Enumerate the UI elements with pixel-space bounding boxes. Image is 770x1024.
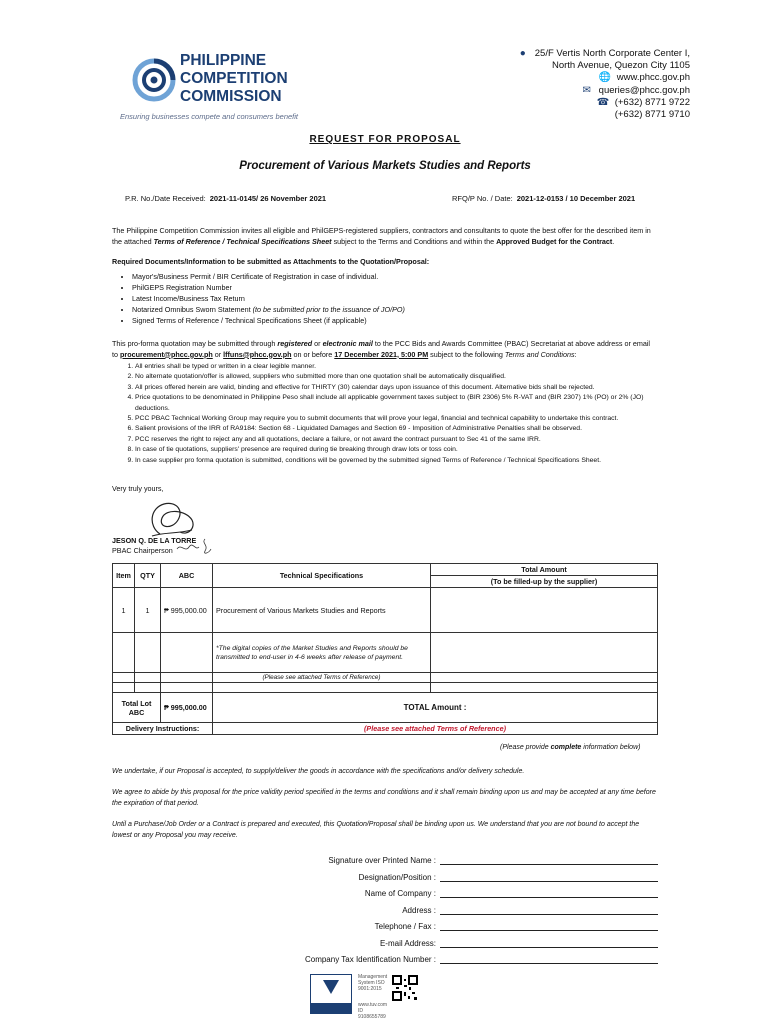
- address-row-2: [490, 60, 690, 72]
- cell-empty: [161, 633, 213, 673]
- address-line-2: North Avenue, Quezon City 1105: [551, 60, 690, 72]
- contact-block: [490, 48, 690, 121]
- intro-text-a: The Philippine Competition Commission invites all eligible and PhilGEPS-registered suppliers, contractors and consultants to quote the best offer for the described item in the attached: [112, 226, 651, 246]
- cell-spec: Procurement of Various Markets Studies and Reports: [213, 588, 431, 633]
- cell-total-input[interactable]: [431, 588, 658, 633]
- cell-empty: [135, 633, 161, 673]
- pr-number: [125, 194, 326, 203]
- list-item: [132, 316, 652, 327]
- organization-name: [180, 52, 288, 106]
- list-item: 8. In case of tie quotations, suppliers' presence are required during tie breaking through draw lots or toss coin.: [135, 445, 665, 455]
- cell-note: *The digital copies of the Market Studies and Reports should be transmitted to end-user in 4-6 weeks after release of payment.: [213, 633, 431, 673]
- rfq-label: RFQ/P No. / Date:: [452, 194, 513, 203]
- email-field[interactable]: [258, 937, 658, 948]
- delivery-label: Delivery Instructions:: [113, 723, 213, 735]
- cell-empty[interactable]: [431, 683, 658, 693]
- header-total-sub: (To be filled-up by the supplier): [431, 576, 658, 588]
- initials-icon: [175, 535, 215, 557]
- submission-text-g: on or before: [291, 349, 335, 359]
- cell-empty[interactable]: [431, 673, 658, 683]
- phone-1: (+632) 8771 9722: [614, 96, 690, 108]
- email-row[interactable]: [490, 85, 690, 97]
- designation-input[interactable]: [440, 871, 658, 882]
- document-title: REQUEST FOR PROPOSAL: [309, 134, 461, 145]
- cell-empty: [161, 673, 213, 683]
- header-total: Total Amount: [431, 564, 658, 576]
- procurement-email-link[interactable]: procurement@phcc.gov.ph: [120, 349, 213, 359]
- procurement-subject: Procurement of Various Markets Studies and Reports: [239, 160, 531, 172]
- phone-2: (+632) 8771 9710: [614, 109, 690, 121]
- location-pin-icon: ●: [519, 48, 526, 59]
- phone-icon: ☎: [596, 96, 610, 108]
- submission-text-e: to the PCC Bids and Awards Committee (PBAC) Secretariat at above address or email to: [112, 339, 651, 359]
- list-item: 2. No alternate quotation/offer is allowed, suppliers who submitted more than one quotation shall be automatically disqualified.: [135, 372, 665, 382]
- field-label: Name of Company :: [364, 889, 436, 898]
- requirements-list: [120, 272, 652, 327]
- header-abc: ABC: [161, 564, 213, 588]
- list-item: 6. Salient provisions of the IRR of RA9184: Section 68 - Liquidated Damages and Section 69 - Imposition of Administrative Penalties shall be observed.: [135, 424, 665, 434]
- cell-abc: ₱ 995,000.00: [161, 588, 213, 633]
- rfq-number: [452, 194, 635, 203]
- cell-empty: [113, 683, 135, 693]
- list-item: [132, 305, 652, 316]
- field-label: Signature over Printed Name :: [328, 856, 436, 865]
- table-row: [113, 673, 658, 683]
- cell-empty: [161, 683, 213, 693]
- undertaking-1: We undertake, if our Proposal is accepted, to supply/deliver the goods in accordance with the specifications and/or delivery schedule.: [112, 768, 525, 775]
- certification-text: Management System ISO 9001:2015: [358, 974, 388, 992]
- signature-input[interactable]: [440, 854, 658, 865]
- intro-abc-emph: Approved Budget for the Contract: [496, 236, 613, 246]
- list-item: 9. In case supplier pro forma quotation is submitted, conditions will be governed by the submitted signed Terms of Reference / Technical Specifications Sheet.: [135, 456, 665, 466]
- qr-caption: www.tuv.com ID 9108655789: [358, 1002, 388, 1020]
- total-lot-row: [113, 693, 658, 723]
- cell-see-tor: (Please see attached Terms of Reference): [213, 673, 431, 683]
- signature-field[interactable]: [258, 854, 658, 865]
- cell-empty[interactable]: [431, 633, 658, 673]
- org-line-1: PHILIPPINE: [180, 52, 267, 69]
- company-name-input[interactable]: [440, 887, 658, 898]
- address-field[interactable]: [258, 904, 658, 915]
- conditions-list: [125, 362, 665, 466]
- submission-text-f: or: [212, 349, 224, 359]
- cell-empty: [135, 673, 161, 683]
- tuv-certification-icon: [310, 974, 352, 1014]
- list-item: [132, 294, 652, 305]
- website-row[interactable]: [490, 72, 690, 84]
- list-item: [132, 272, 652, 283]
- org-line-3: COMMISSION: [180, 88, 282, 105]
- submission-deadline: 17 December 2021, 5:00 PM: [334, 349, 429, 359]
- submission-paragraph: [112, 339, 657, 360]
- table-header-row: [113, 564, 658, 576]
- submission-terms: Terms and Conditions: [504, 349, 575, 359]
- cell-empty: [213, 683, 431, 693]
- submission-text-a: This pro-forma quotation may be submitted through: [112, 339, 278, 348]
- table-row: [113, 683, 658, 693]
- submission-registered: registered: [277, 339, 313, 348]
- submission-email-mode: electronic mail: [322, 339, 373, 348]
- provide-text-a: (Please provide: [500, 744, 551, 751]
- table-row: [113, 633, 658, 673]
- delivery-row: [113, 723, 658, 735]
- intro-tor-emph: Terms of Reference / Technical Specifications Sheet: [153, 236, 332, 246]
- tagline: Ensuring businesses compete and consumers benefit: [120, 112, 299, 121]
- provide-complete: complete: [550, 744, 582, 751]
- total-amount-label: TOTAL Amount :: [213, 693, 658, 723]
- closing-salutation: Very truly yours,: [112, 484, 164, 493]
- requirement-note: (to be submitted prior to the issuance of JO/PO): [252, 304, 405, 314]
- address-input[interactable]: [440, 904, 658, 915]
- org-line-2: COMPETITION: [180, 70, 288, 87]
- total-lot-label: Total Lot ABC: [113, 693, 161, 723]
- qr-code-icon: [392, 975, 418, 1001]
- phone-row: [490, 97, 690, 109]
- list-item: 3. All prices offered herein are valid, binding and effective for THIRTY (30) calendar days upon issuance of this document. Alternative bids shall be rejected.: [135, 383, 665, 393]
- provide-text-c: information below): [581, 744, 641, 751]
- website-link[interactable]: www.phcc.gov.ph: [616, 72, 690, 84]
- field-label: E-mail Address:: [379, 939, 436, 948]
- list-item: 5. PCC PBAC Technical Working Group may require you to submit documents that will prove your legal, financial and technical capability to undertake this contract.: [135, 414, 665, 424]
- address-row: [490, 48, 690, 60]
- phone-row-2: [490, 109, 690, 121]
- address-line-1: 25/F Vertis North Corporate Center I,: [534, 48, 690, 59]
- header-qty: QTY: [135, 564, 161, 588]
- submission-text-c: or: [312, 339, 323, 348]
- total-lot-value: ₱ 995,000.00: [161, 693, 213, 723]
- field-label: Designation/Position :: [358, 873, 436, 882]
- list-item: 1. All entries shall be typed or written in a clear legible manner.: [135, 362, 665, 372]
- list-item: 4. Price quotations to be denominated in Philippine Peso shall include all applicable government taxes subject to (BIR 2306) 5% R-VAT and (BIR 2307) 1% (PO) or 2% (JO) deductions.: [135, 393, 665, 414]
- signature-scribble-icon: [140, 496, 200, 540]
- globe-icon: 🌐: [598, 72, 612, 84]
- pcc-logo-icon: [132, 50, 176, 110]
- secondary-email-link[interactable]: lffuns@phcc.gov.ph: [223, 349, 292, 359]
- items-table: [112, 563, 658, 735]
- cell-empty: [135, 683, 161, 693]
- tin-input[interactable]: [440, 953, 658, 964]
- requirement-text: Signed Terms of Reference / Technical Specifications Sheet (if applicable): [132, 315, 367, 325]
- delivery-value: (Please see attached Terms of Reference): [213, 723, 658, 735]
- telephone-input[interactable]: [440, 920, 658, 931]
- cell-empty: [113, 673, 135, 683]
- pr-value: 2021-11-0145/ 26 November 2021: [209, 194, 327, 203]
- rfq-value: 2021-12-0153 / 10 December 2021: [516, 194, 636, 203]
- header-spec: Technical Specifications: [213, 564, 431, 588]
- undertaking-2: We agree to abide by this proposal for the price validity period specified in the terms and conditions and it shall remain binding upon us and may be accepted at any time before the expiration of that period.: [112, 789, 656, 807]
- field-label: Telephone / Fax :: [374, 922, 436, 931]
- mail-icon: ✉: [582, 84, 591, 96]
- requirement-text: Mayor's/Business Permit / BIR Certificate of Registration in case of individual.: [132, 272, 379, 281]
- email-link[interactable]: queries@phcc.gov.ph: [598, 84, 690, 96]
- header-item: Item: [113, 564, 135, 588]
- cell-qty: 1: [135, 588, 161, 633]
- cell-empty: [113, 633, 135, 673]
- requirement-text: PhilGEPS Registration Number: [132, 282, 232, 292]
- designation-field[interactable]: [258, 871, 658, 882]
- submission-text-j: :: [574, 349, 577, 359]
- intro-text-e: .: [612, 236, 615, 246]
- intro-paragraph: [112, 226, 657, 247]
- intro-text-c: subject to the Terms and Conditions and within the: [331, 236, 497, 246]
- provide-info-note: [500, 744, 640, 751]
- signatory-title: PBAC Chairperson: [112, 546, 173, 555]
- requirement-text: Latest Income/Business Tax Return: [132, 293, 245, 303]
- table-row: [113, 588, 658, 633]
- pr-label: P.R. No./Date Received:: [125, 194, 206, 203]
- field-label: Company Tax Identification Number :: [304, 955, 436, 964]
- field-label: Address :: [402, 906, 436, 915]
- cell-item: 1: [113, 588, 135, 633]
- list-item: [132, 283, 652, 294]
- email-input[interactable]: [440, 937, 658, 948]
- telephone-field[interactable]: [258, 920, 658, 931]
- list-item: 7. PCC reserves the right to reject any and all quotations, declare a failure, or not award the contract pursuant to Sec 41 of the same IRR.: [135, 435, 665, 445]
- submission-text-h: subject to the following: [428, 349, 505, 359]
- signatory-name: JESON Q. DE LA TORRE: [112, 536, 197, 545]
- tin-field[interactable]: [258, 953, 658, 964]
- requirements-heading: Required Documents/Information to be submitted as Attachments to the Quotation/Proposal:: [112, 257, 430, 266]
- requirement-text: Notarized Omnibus Sworn Statement: [132, 304, 253, 314]
- undertaking-3: Until a Purchase/Job Order or a Contract is prepared and executed, this Quotation/Proposal shall be binding upon us. We understand that you are not bound to accept the lowest or any Proposal you may receive.: [112, 821, 640, 839]
- company-name-field[interactable]: [258, 887, 658, 898]
